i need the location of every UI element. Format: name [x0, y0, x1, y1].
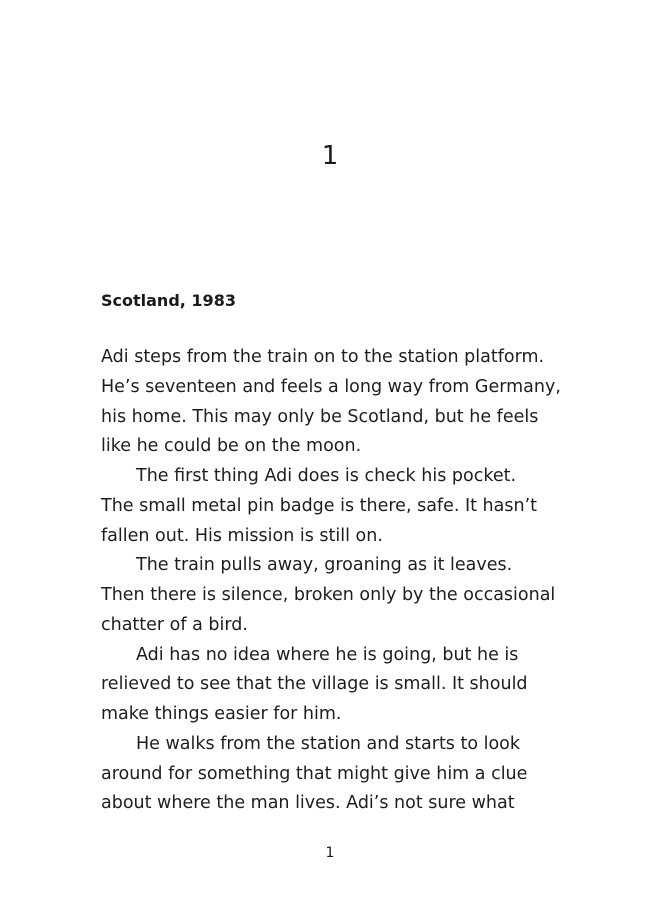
body-line: The first thing Adi does is check his pocket. — [136, 466, 517, 486]
chapter-number: 1 — [321, 141, 339, 171]
body-line: like he could be on the moon. — [101, 436, 362, 457]
body-line: Then there is silence, broken only by the occasional — [101, 585, 556, 605]
page-number: 1 — [325, 845, 335, 861]
body-line: Adi steps from the train on to the station platform. — [101, 347, 545, 367]
location-heading: Scotland, 1983 — [101, 291, 236, 310]
body-line: He walks from the station and starts to look — [136, 733, 521, 754]
body-line: Adi has no idea where he is going, but he is — [136, 644, 519, 665]
body-line: The small metal pin badge is there, safe. It hasn’t — [101, 495, 538, 516]
body-line: relieved to see that the village is small. It should — [101, 674, 528, 695]
body-text — [101, 343, 601, 819]
body-line: fallen out. His mission is still on. — [101, 525, 383, 546]
body-line: his home. This may only be Scotland, but he feels — [101, 406, 539, 427]
body-line: chatter of a bird. — [101, 614, 248, 635]
body-line: about where the man lives. Adi’s not sure what — [101, 793, 515, 814]
body-line: He’s seventeen and feels a long way from Germany, — [101, 376, 561, 397]
body-line: The train pulls away, groaning as it leaves. — [136, 555, 513, 576]
body-line: make things easier for him. — [101, 704, 342, 724]
body-line: around for something that might give him a clue — [101, 763, 528, 784]
